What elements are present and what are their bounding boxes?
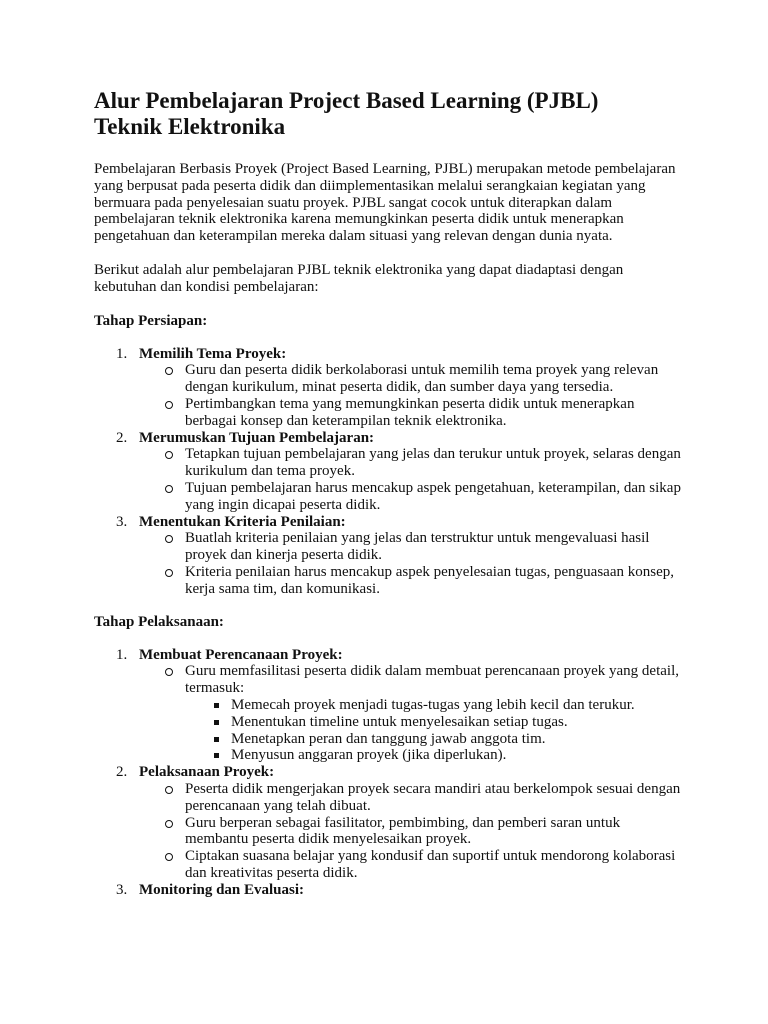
step-memilih-tema bbox=[94, 346, 684, 430]
list-item bbox=[139, 530, 684, 564]
point-text: Guru berperan sebagai fasilitator, pembimbing, dan pemberi saran untuk membantu peserta didik menyelesaikan proyek. bbox=[185, 814, 621, 848]
point-text: Peserta didik mengerjakan proyek secara mandiri atau berkelompok sesuai dengan perencanaan yang telah dibuat. bbox=[185, 780, 681, 814]
list-item bbox=[185, 697, 684, 714]
list-item bbox=[185, 731, 684, 748]
step-menentukan-kriteria bbox=[94, 514, 684, 598]
heading-tahap-pelaksanaan: Tahap Pelaksanaan: bbox=[94, 613, 224, 630]
circle-bullet-icon bbox=[165, 820, 173, 828]
point-text: Guru dan peserta didik berkolaborasi untuk memilih tema proyek yang relevan dengan kurikulum, minat peserta didik, dan sumber daya yang tersedia. bbox=[185, 362, 659, 396]
step-title: Monitoring dan Evaluasi: bbox=[139, 881, 305, 898]
list-item bbox=[139, 446, 684, 480]
point-text: Kriteria penilaian harus mencakup aspek penyelesaian tugas, penguasaan konsep, kerja sama tim, dan komunikasi. bbox=[185, 563, 674, 597]
step-number: 3. bbox=[116, 881, 128, 898]
point-text: Pertimbangkan tema yang memungkinkan peserta didik untuk menerapkan berbagai konsep dan keterampilan teknik elektronika. bbox=[185, 395, 635, 429]
step-points bbox=[139, 446, 684, 513]
circle-bullet-icon bbox=[165, 786, 173, 794]
step-points bbox=[139, 663, 684, 764]
circle-bullet-icon bbox=[165, 401, 173, 409]
step-pelaksanaan-proyek bbox=[94, 764, 684, 882]
list-item bbox=[185, 747, 684, 764]
step-points bbox=[139, 781, 684, 882]
step-title: Memilih Tema Proyek: bbox=[139, 345, 287, 362]
intro2-paragraph: Berikut adalah alur pembelajaran PJBL teknik elektronika yang dapat diadaptasi dengan kebutuhan dan kondisi pembelajaran: bbox=[94, 261, 624, 295]
step-title: Merumuskan Tujuan Pembelajaran: bbox=[139, 429, 375, 446]
point-text: Tujuan pembelajaran harus mencakup aspek pengetahuan, keterampilan, dan sikap yang ingin dicapai peserta didik. bbox=[185, 479, 681, 513]
title-line-1: Alur Pembelajaran Project Based Learning (PJBL) bbox=[94, 88, 599, 113]
circle-bullet-icon bbox=[165, 853, 173, 861]
heading-tahap-persiapan: Tahap Persiapan: bbox=[94, 312, 208, 329]
step-title: Membuat Perencanaan Proyek: bbox=[139, 646, 343, 663]
list-item bbox=[139, 663, 684, 764]
step-title: Pelaksanaan Proyek: bbox=[139, 764, 275, 781]
step-merumuskan-tujuan bbox=[94, 430, 684, 514]
circle-bullet-icon bbox=[165, 569, 173, 577]
list-item bbox=[139, 480, 684, 514]
step-membuat-perencanaan bbox=[94, 647, 684, 765]
pelaksanaan-steps bbox=[94, 647, 684, 899]
circle-bullet-icon bbox=[165, 535, 173, 543]
step-number: 2. bbox=[116, 764, 128, 781]
circle-bullet-icon bbox=[165, 451, 173, 459]
intro-paragraph: Pembelajaran Berbasis Proyek (Project Based Learning, PJBL) merupakan metode pembelajaran yang berpusat pada peserta didik dan diimplementasikan melalui serangkaian kegiatan yang bermuara pada penyelesaian suatu proyek. PJBL sangat cocok untuk diterapkan dalam pembelajaran teknik elektronika karena memungkinkan peserta didik untuk menerapkan pengetahuan dan keterampilan mereka dalam situasi yang relevan dengan dunia nyata. bbox=[94, 161, 676, 245]
subpoint-text: Menentukan timeline untuk menyelesaikan setiap tugas. bbox=[231, 713, 568, 730]
step-number: 2. bbox=[116, 429, 128, 446]
document-title bbox=[94, 88, 684, 140]
circle-bullet-icon bbox=[165, 367, 173, 375]
square-bullet-icon bbox=[214, 703, 219, 708]
square-bullet-icon bbox=[214, 720, 219, 725]
step-number: 3. bbox=[116, 513, 128, 530]
step-number: 1. bbox=[116, 345, 128, 362]
list-item bbox=[139, 848, 684, 882]
point-text: Ciptakan suasana belajar yang kondusif dan suportif untuk mendorong kolaborasi dan kreativitas peserta didik. bbox=[185, 848, 676, 881]
list-item bbox=[139, 815, 684, 849]
point-text: Buatlah kriteria penilaian yang jelas dan terstruktur untuk mengevaluasi hasil proyek dan kinerja peserta didik. bbox=[185, 530, 650, 564]
subpoint-text: Menyusun anggaran proyek (jika diperlukan). bbox=[231, 747, 507, 764]
list-item bbox=[139, 781, 684, 815]
list-item bbox=[185, 714, 684, 731]
point-text: Guru memfasilitasi peserta didik dalam membuat perencanaan proyek yang detail, termasuk: bbox=[185, 663, 679, 697]
sub-points bbox=[185, 697, 684, 764]
step-points bbox=[139, 362, 684, 429]
list-item bbox=[139, 564, 684, 598]
subpoint-text: Menetapkan peran dan tanggung jawab anggota tim. bbox=[231, 730, 546, 747]
step-points bbox=[139, 530, 684, 597]
point-text: Tetapkan tujuan pembelajaran yang jelas dan terukur untuk proyek, selaras dengan kurikulum dan tema proyek. bbox=[185, 446, 681, 480]
step-number: 1. bbox=[116, 646, 128, 663]
subpoint-text: Memecah proyek menjadi tugas-tugas yang lebih kecil dan terukur. bbox=[231, 696, 635, 713]
circle-bullet-icon bbox=[165, 668, 173, 676]
persiapan-steps bbox=[94, 346, 684, 598]
step-title: Menentukan Kriteria Penilaian: bbox=[139, 513, 346, 530]
square-bullet-icon bbox=[214, 737, 219, 742]
circle-bullet-icon bbox=[165, 485, 173, 493]
list-item bbox=[139, 362, 684, 396]
step-monitoring-evaluasi bbox=[94, 882, 684, 899]
document-content bbox=[94, 88, 684, 898]
square-bullet-icon bbox=[214, 753, 219, 758]
list-item bbox=[139, 396, 684, 430]
title-line-2: Teknik Elektronika bbox=[94, 114, 286, 139]
